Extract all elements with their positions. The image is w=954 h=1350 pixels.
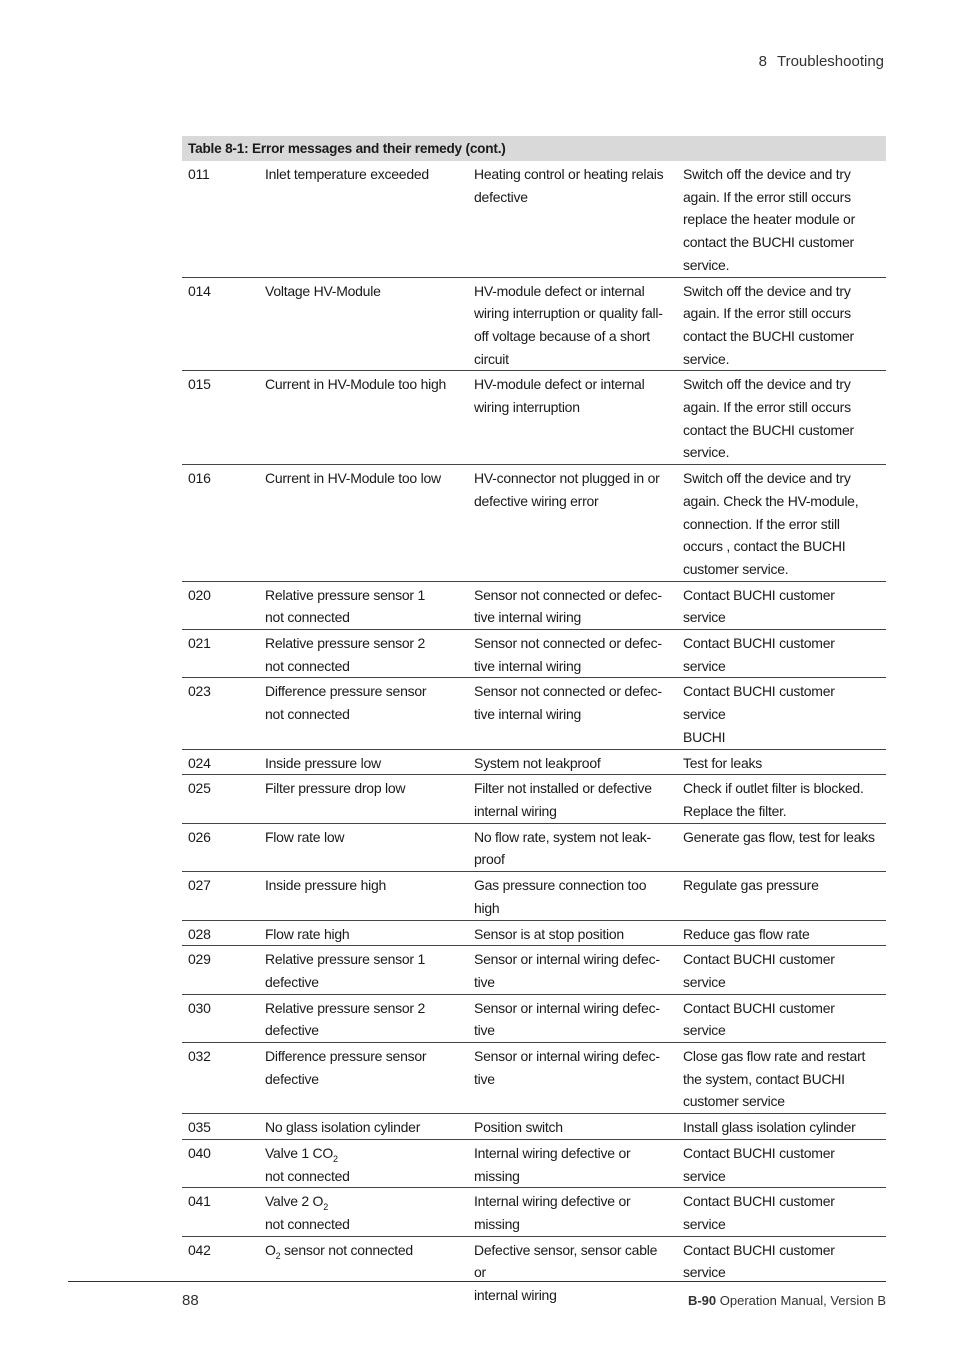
error-message	[259, 946, 468, 994]
error-cause-line: HV-module defect or internal	[474, 376, 645, 393]
error-cause-line: defective wiring error	[474, 492, 599, 509]
error-remedy-line: again. If the error still occurs	[683, 188, 851, 205]
error-remedy-line: Switch off the device and try	[683, 376, 851, 393]
error-code-text: 035	[188, 1119, 211, 1136]
error-code	[182, 1188, 259, 1236]
error-cause-line: HV-connector not plugged in or	[474, 470, 660, 487]
error-remedy-line: customer service.	[683, 560, 789, 577]
error-message	[259, 775, 468, 823]
error-remedy-line: Reduce gas flow rate	[683, 925, 810, 942]
error-remedy-line: Contact BUCHI customer service	[683, 951, 835, 990]
error-code	[182, 465, 259, 582]
error-message-line: Filter pressure drop low	[265, 780, 406, 797]
error-remedy-line: again. If the error still occurs	[683, 305, 851, 322]
error-code-text: 025	[188, 780, 211, 797]
error-cause-line: tive	[474, 1070, 495, 1087]
error-code-text: 041	[188, 1193, 211, 1210]
error-message-line: Inside pressure low	[265, 754, 381, 771]
error-message-line	[265, 1239, 462, 1262]
error-cause-line: circuit	[474, 350, 509, 367]
error-code	[182, 946, 259, 994]
error-cause-line: Sensor not connected or defec-	[474, 635, 662, 652]
error-message-line: Difference pressure sensor	[265, 1048, 427, 1065]
error-code	[182, 371, 259, 465]
error-remedy-line: Switch off the device and try	[683, 166, 851, 182]
error-message-line: Current in HV-Module too high	[265, 376, 447, 393]
error-code-text: 023	[188, 683, 211, 700]
error-code-text: 042	[188, 1241, 211, 1258]
table-row	[182, 1139, 886, 1187]
table-row	[182, 1114, 886, 1140]
error-remedy-line: BUCHI	[683, 728, 726, 745]
error-remedy	[677, 678, 886, 749]
error-cause	[468, 946, 677, 994]
error-message-line: Voltage HV-Module	[265, 282, 381, 299]
product-name: B-90	[687, 1293, 717, 1308]
table-row	[182, 823, 886, 871]
error-message	[259, 1188, 468, 1236]
error-cause-line: high	[474, 899, 500, 916]
error-message	[259, 749, 468, 775]
error-message	[259, 371, 468, 465]
error-message-line: not connected	[265, 1167, 350, 1184]
error-remedy-line: service.	[683, 444, 730, 461]
error-code	[182, 581, 259, 629]
error-cause-line: tive	[474, 1022, 495, 1039]
error-message-line: not connected	[265, 1215, 350, 1232]
error-message-line: defective	[265, 973, 319, 990]
error-remedy	[677, 371, 886, 465]
error-cause-line: Sensor or internal wiring defec-	[474, 1048, 660, 1065]
error-remedy-line: Install glass isolation cylinder	[683, 1119, 856, 1136]
error-table	[182, 136, 886, 1307]
error-message-line: defective	[265, 1022, 319, 1039]
error-table-body	[182, 161, 886, 1307]
page-number: 88	[182, 1292, 199, 1309]
table-row	[182, 1043, 886, 1114]
error-remedy-line: Switch off the device and try	[683, 282, 851, 299]
error-remedy	[677, 749, 886, 775]
error-message-line: Relative pressure sensor 2	[265, 999, 426, 1016]
error-remedy	[677, 1043, 886, 1114]
error-code	[182, 823, 259, 871]
error-cause-line: internal wiring	[474, 802, 557, 819]
running-header	[759, 53, 884, 70]
error-message	[259, 920, 468, 946]
error-remedy	[677, 994, 886, 1042]
table-row	[182, 872, 886, 920]
footer-doc-title	[688, 1293, 886, 1308]
table-row	[182, 749, 886, 775]
error-message-text: Valve 2 O	[265, 1193, 324, 1210]
error-message-line: Difference pressure sensor	[265, 683, 427, 700]
error-cause	[468, 920, 677, 946]
error-message-text: sensor not connected	[280, 1241, 413, 1258]
footer-rule	[68, 1281, 886, 1282]
error-message	[259, 678, 468, 749]
error-cause-line: wiring interruption	[474, 399, 580, 416]
error-cause	[468, 371, 677, 465]
error-code-text: 015	[188, 376, 211, 393]
error-cause	[468, 872, 677, 920]
table-row	[182, 581, 886, 629]
error-cause	[468, 277, 677, 371]
error-message-line: No glass isolation cylinder	[265, 1119, 421, 1136]
error-cause-line: Sensor or internal wiring defec-	[474, 999, 660, 1016]
error-message	[259, 994, 468, 1042]
error-code	[182, 994, 259, 1042]
error-cause	[468, 1236, 677, 1307]
error-cause-line: tive internal wiring	[474, 657, 582, 674]
error-code	[182, 630, 259, 678]
error-cause	[468, 1043, 677, 1114]
error-cause-line: tive internal wiring	[474, 706, 582, 723]
error-code	[182, 1139, 259, 1187]
error-message-line: Relative pressure sensor 2	[265, 635, 426, 652]
error-message-line: Flow rate high	[265, 925, 350, 942]
error-code-text: 029	[188, 951, 211, 968]
error-cause	[468, 161, 677, 277]
error-code	[182, 920, 259, 946]
error-remedy-line: again. If the error still occurs	[683, 399, 851, 416]
error-cause-line: proof	[474, 851, 505, 868]
error-cause-line: defective	[474, 188, 528, 205]
error-code	[182, 1043, 259, 1114]
error-message	[259, 1139, 468, 1187]
error-cause-line: Heating control or heating relais	[474, 166, 664, 182]
error-remedy-line: Contact BUCHI customer service	[683, 586, 835, 626]
doc-title: Operation Manual, Version B	[719, 1293, 886, 1308]
error-message-line: Flow rate low	[265, 828, 345, 845]
error-remedy-line: replace the heater module or	[683, 211, 855, 228]
error-code-text: 020	[188, 586, 211, 603]
error-remedy-line: connection. If the error still	[683, 515, 840, 532]
error-remedy	[677, 465, 886, 582]
error-remedy-line: Contact BUCHI customer service	[683, 683, 835, 723]
error-code-text: 011	[188, 166, 210, 182]
error-message-text: O	[265, 1241, 276, 1258]
error-remedy	[677, 1114, 886, 1140]
error-remedy	[677, 161, 886, 277]
error-code-text: 014	[188, 282, 211, 299]
table-row	[182, 630, 886, 678]
error-cause-line: Sensor or internal wiring defec-	[474, 951, 660, 968]
error-remedy	[677, 581, 886, 629]
error-cause-line: wiring interruption or quality fall-	[474, 305, 663, 322]
table-row	[182, 994, 886, 1042]
error-cause-line: tive	[474, 973, 495, 990]
error-remedy	[677, 823, 886, 871]
error-remedy	[677, 872, 886, 920]
error-remedy	[677, 775, 886, 823]
error-remedy-line: Close gas flow rate and restart	[683, 1048, 866, 1065]
error-remedy-line: service.	[683, 350, 730, 367]
error-code	[182, 775, 259, 823]
error-remedy-line: contact the BUCHI customer	[683, 234, 854, 251]
table-row	[182, 775, 886, 823]
error-cause-line: off voltage because of a short	[474, 327, 650, 344]
error-code	[182, 161, 259, 277]
error-cause-line: Gas pressure connection too	[474, 877, 647, 894]
error-remedy	[677, 277, 886, 371]
error-message-line	[265, 1190, 462, 1213]
error-cause	[468, 749, 677, 775]
error-message-line: Relative pressure sensor 1	[265, 586, 426, 603]
error-remedy	[677, 1188, 886, 1236]
error-cause	[468, 823, 677, 871]
error-message	[259, 823, 468, 871]
chapter-number: 8	[758, 53, 767, 70]
error-cause-line: missing	[474, 1167, 520, 1184]
error-remedy-line: Contact BUCHI customer service	[683, 999, 835, 1039]
error-remedy-line: Generate gas flow, test for leaks	[683, 828, 875, 845]
error-remedy-line: Regulate gas pressure	[683, 877, 819, 894]
error-cause	[468, 581, 677, 629]
error-code-text: 030	[188, 999, 211, 1016]
error-code	[182, 277, 259, 371]
error-code	[182, 1114, 259, 1140]
error-code-text: 021	[188, 635, 211, 652]
error-cause	[468, 994, 677, 1042]
error-remedy	[677, 920, 886, 946]
subscript: 2	[275, 1250, 281, 1261]
error-remedy-line: service.	[683, 256, 730, 273]
table-row	[182, 946, 886, 994]
error-remedy-line: contact the BUCHI customer	[683, 327, 854, 344]
error-code-text: 016	[188, 470, 211, 487]
error-remedy-line: customer service	[683, 1093, 785, 1110]
error-cause-line: Internal wiring defective or	[474, 1193, 631, 1210]
error-remedy	[677, 1139, 886, 1187]
error-remedy-line: occurs , contact the BUCHI	[683, 538, 846, 555]
error-message	[259, 1043, 468, 1114]
error-code	[182, 749, 259, 775]
error-remedy	[677, 630, 886, 678]
error-code	[182, 678, 259, 749]
error-cause-line: Position switch	[474, 1119, 563, 1136]
error-remedy-line: Contact BUCHI customer service	[683, 1193, 835, 1232]
error-cause-line: HV-module defect or internal	[474, 282, 645, 299]
error-cause-line: Internal wiring defective or	[474, 1144, 631, 1161]
error-message	[259, 161, 468, 277]
table-row	[182, 678, 886, 749]
error-remedy-line: Replace the filter.	[683, 802, 787, 819]
error-cause-line: Sensor not connected or defec-	[474, 683, 662, 700]
error-remedy-line: the system, contact BUCHI	[683, 1070, 845, 1087]
error-message-line: Current in HV-Module too low	[265, 470, 441, 487]
error-cause-line: System not leakproof	[474, 754, 601, 771]
chapter-title: Troubleshooting	[776, 53, 884, 70]
error-code-text: 027	[188, 877, 211, 894]
error-remedy-line: again. Check the HV-module,	[683, 492, 859, 509]
table-row	[182, 161, 886, 277]
error-message-line: not connected	[265, 657, 350, 674]
error-message	[259, 581, 468, 629]
error-cause	[468, 678, 677, 749]
error-message-line: Inlet temperature exceeded	[265, 166, 429, 182]
error-cause-line: Defective sensor, sensor cable or	[474, 1241, 658, 1281]
error-message-line: not connected	[265, 706, 350, 723]
error-message	[259, 872, 468, 920]
error-cause-line: tive internal wiring	[474, 609, 582, 626]
error-cause-line: No flow rate, system not leak-	[474, 828, 651, 845]
error-cause-line: internal wiring	[474, 1287, 557, 1304]
error-cause	[468, 1114, 677, 1140]
error-remedy-line: contact the BUCHI customer	[683, 421, 854, 438]
error-message-line: not connected	[265, 609, 350, 626]
error-cause-line: missing	[474, 1215, 520, 1232]
error-cause	[468, 465, 677, 582]
subscript: 2	[323, 1202, 328, 1213]
table-row	[182, 371, 886, 465]
error-message	[259, 465, 468, 582]
error-remedy-line: Contact BUCHI customer service	[683, 635, 835, 674]
error-code-text: 024	[188, 754, 211, 771]
error-cause	[468, 630, 677, 678]
error-cause-line: Sensor not connected or defec-	[474, 586, 662, 603]
error-remedy-line: Contact BUCHI customer service	[683, 1144, 835, 1184]
error-message	[259, 1236, 468, 1307]
error-message-line	[265, 1142, 462, 1165]
error-message	[259, 630, 468, 678]
error-remedy	[677, 946, 886, 994]
error-remedy-line: Check if outlet filter is blocked.	[683, 780, 864, 797]
error-message	[259, 1114, 468, 1140]
table-row	[182, 1188, 886, 1236]
error-cause	[468, 1139, 677, 1187]
error-code-text: 040	[188, 1144, 211, 1161]
table-caption: Table 8-1: Error messages and their remedy (cont.)	[182, 136, 886, 161]
error-cause	[468, 775, 677, 823]
error-cause-line: Filter not installed or defective	[474, 780, 652, 797]
error-remedy-line: Switch off the device and try	[683, 470, 851, 487]
error-remedy-line: Test for leaks	[683, 754, 762, 771]
table-row	[182, 277, 886, 371]
error-cause-line: Sensor is at stop position	[474, 925, 624, 942]
error-code-text: 028	[188, 925, 211, 942]
table-row	[182, 465, 886, 582]
error-message	[259, 277, 468, 371]
error-code	[182, 872, 259, 920]
error-message-text: Valve 1 CO	[265, 1144, 334, 1161]
error-cause	[468, 1188, 677, 1236]
error-message-line: defective	[265, 1070, 319, 1087]
error-remedy-line: Contact BUCHI customer service	[683, 1241, 835, 1281]
subscript: 2	[333, 1153, 338, 1164]
error-code-text: 032	[188, 1048, 211, 1065]
error-message-line: Inside pressure high	[265, 877, 387, 894]
table-row	[182, 920, 886, 946]
error-code-text: 026	[188, 828, 211, 845]
error-message-line: Relative pressure sensor 1	[265, 951, 426, 968]
